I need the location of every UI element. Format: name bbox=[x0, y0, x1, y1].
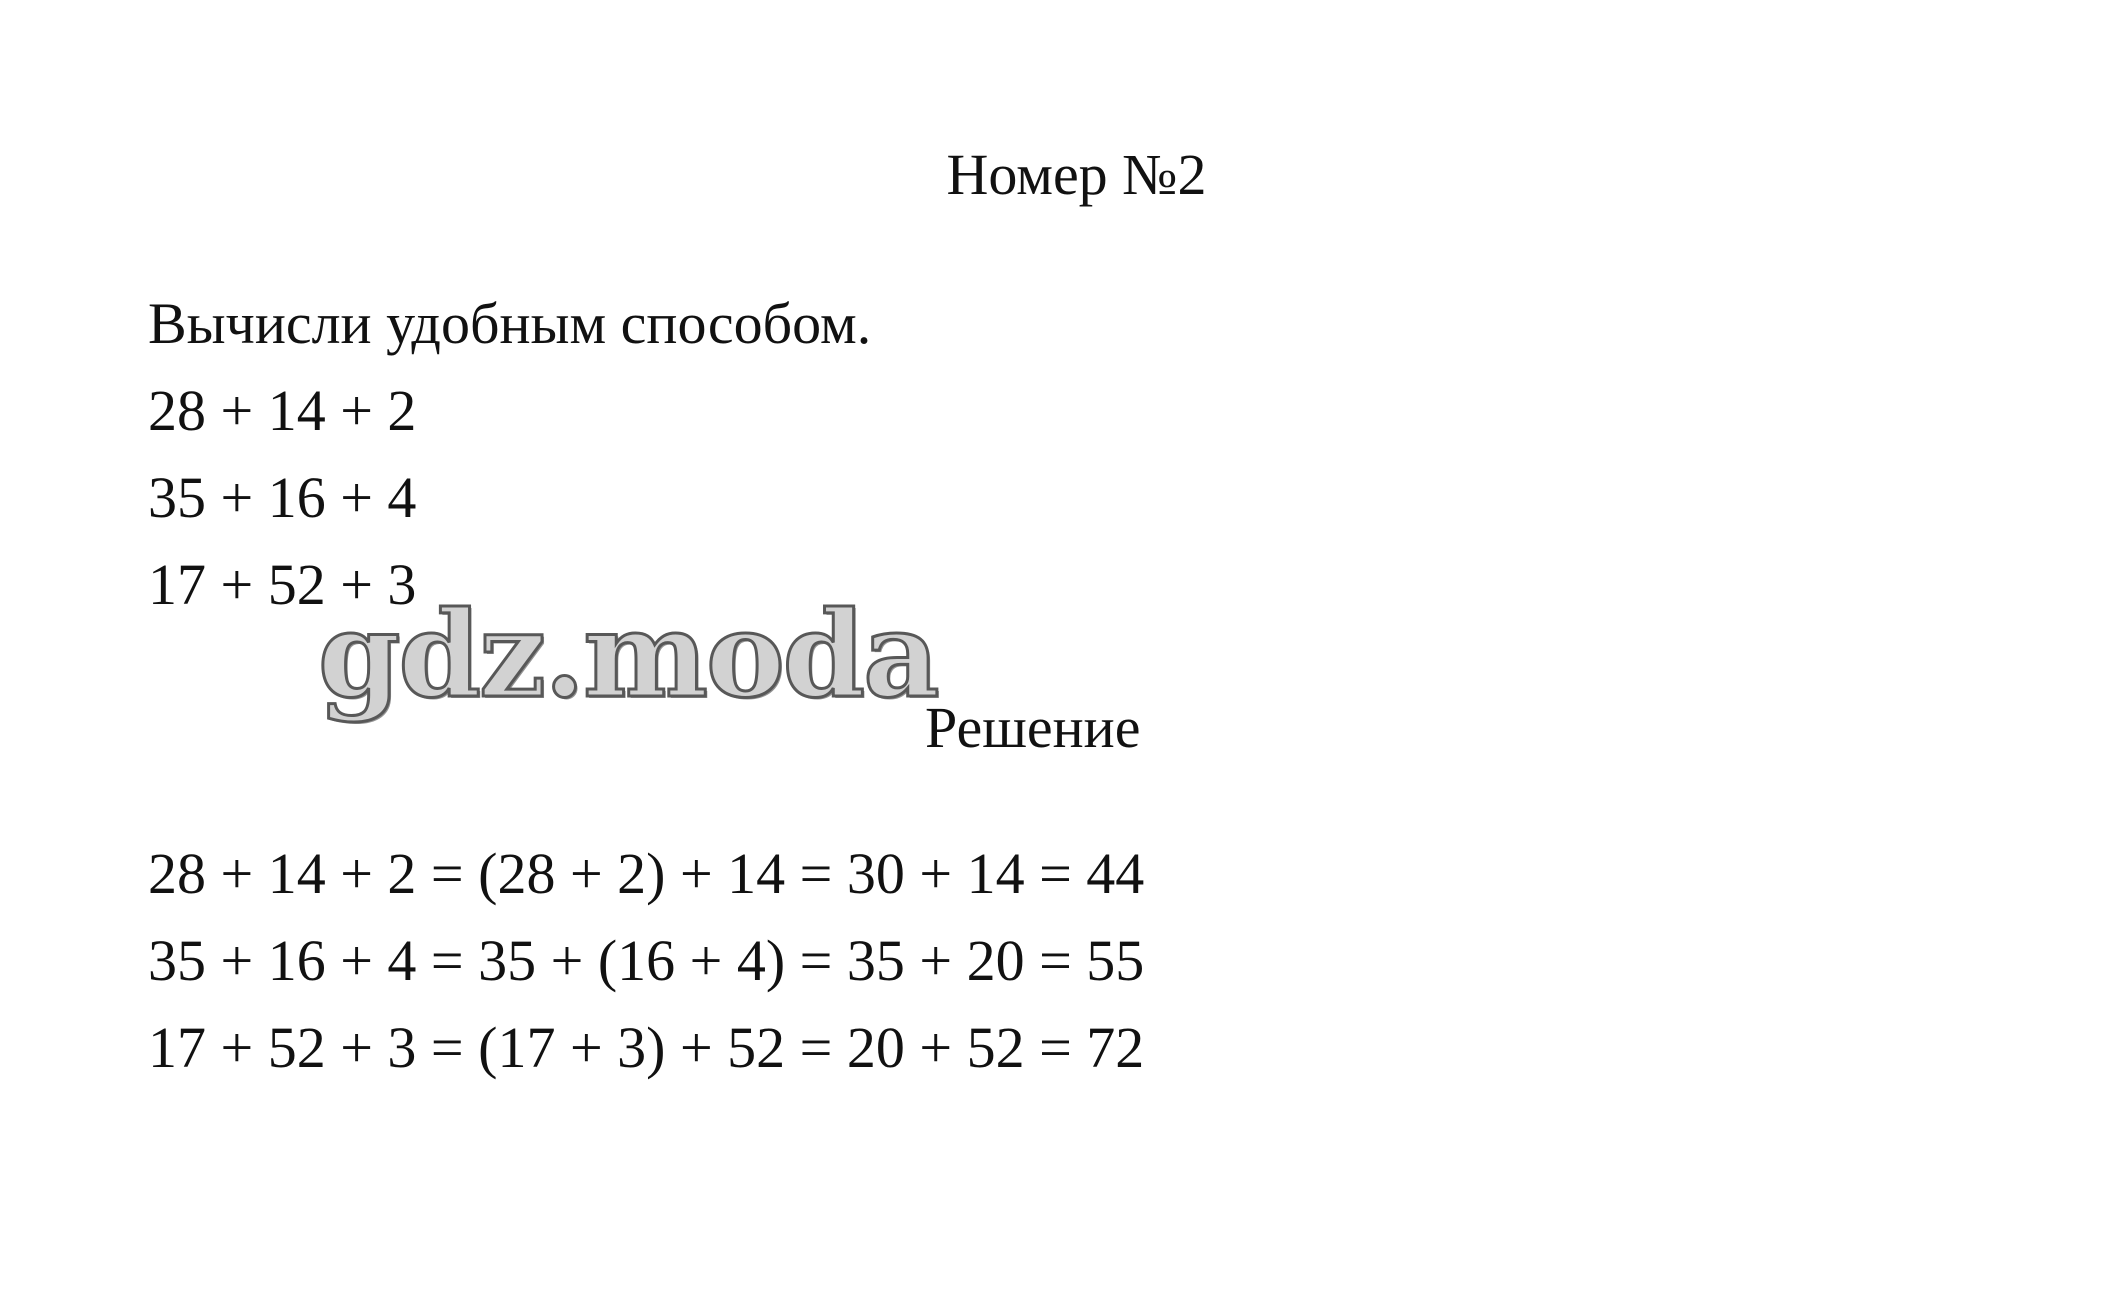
solution-heading: Решение bbox=[925, 695, 1141, 760]
task-instruction: Вычисли удобным способом. bbox=[148, 291, 872, 356]
task-block bbox=[148, 280, 871, 628]
solution-block bbox=[148, 830, 1144, 1091]
page-title: Номер №2 bbox=[946, 142, 1207, 207]
task-expression-2: 35 + 16 + 4 bbox=[148, 465, 417, 530]
task-expression-1: 28 + 14 + 2 bbox=[148, 378, 417, 443]
solution-line-1: 28 + 14 + 2 = (28 + 2) + 14 = 30 + 14 = 44 bbox=[148, 841, 1145, 906]
solution-line-3: 17 + 52 + 3 = (17 + 3) + 52 = 20 + 52 = 72 bbox=[148, 1015, 1145, 1080]
solution-line-2: 35 + 16 + 4 = 35 + (16 + 4) = 35 + 20 = 55 bbox=[148, 928, 1145, 993]
task-expression-3: 17 + 52 + 3 bbox=[148, 552, 417, 617]
watermark-logo: gdz.moda bbox=[318, 585, 938, 724]
